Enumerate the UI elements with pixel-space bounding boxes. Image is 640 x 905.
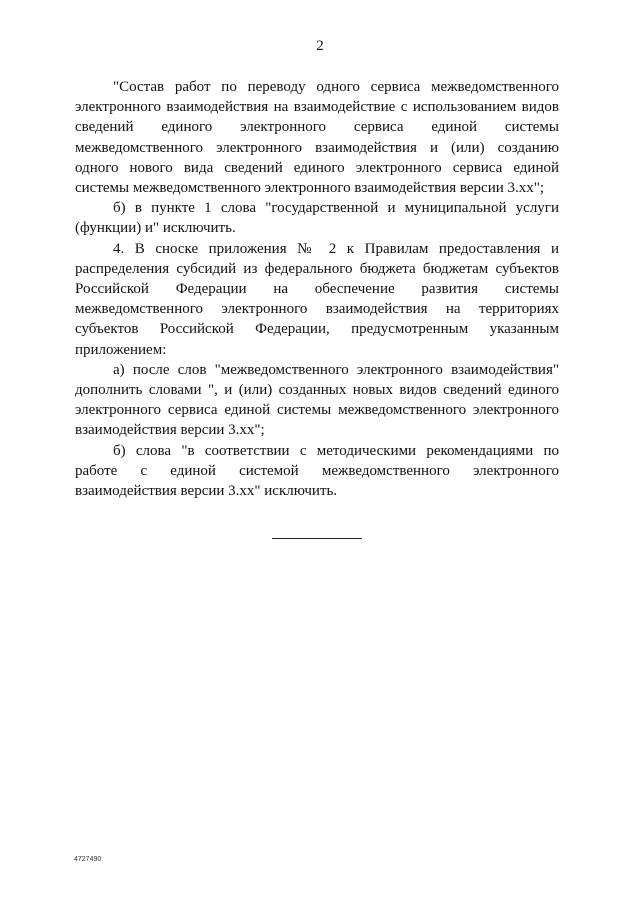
paragraph-services-list: "Состав работ по переводу одного сервиса межведомственного электронного взаимодействия на взаимодействие с использованием видов сведений единого электронного сервиса единой системы межведомственного электронного взаимодействия и (или) созданию одного нового вида сведений единого электронного сервиса единой системы межведомственного электронного взаимодействия версии 3.xx"; [75, 79, 559, 197]
document-body [75, 77, 559, 501]
paragraph-item-b-point-1: б) в пункте 1 слова "государственной и муниципальной услуги (функции) и" исключить. [75, 200, 559, 237]
paragraph-item-a-add-words: а) после слов "межведомственного электронного взаимодействия" дополнить словами ", и (или) созданных новых видов сведений единого электронного сервиса единой системы межведомственного электронного взаимодействия версии 3.xx"; [75, 361, 559, 439]
document-id: 4727490 [74, 856, 102, 863]
page-number: 2 [316, 38, 324, 54]
paragraph-point-4-footnote: 4. В сноске приложения № 2 к Правилам предоставления и распределения субсидий из федерального бюджета бюджетам субъектов Российской Федерации на обеспечение развития системы межведомственного электронного взаимодействия на территориях субъектов Российской Федерации, предусмотренным указанным приложением: [75, 240, 559, 358]
paragraph-item-b-remove-words: б) слова "в соответствии с методическими рекомендациями по работе с единой системой межведомственного электронного взаимодействия версии 3.xx" исключить. [75, 442, 559, 500]
end-divider-line [272, 538, 362, 539]
